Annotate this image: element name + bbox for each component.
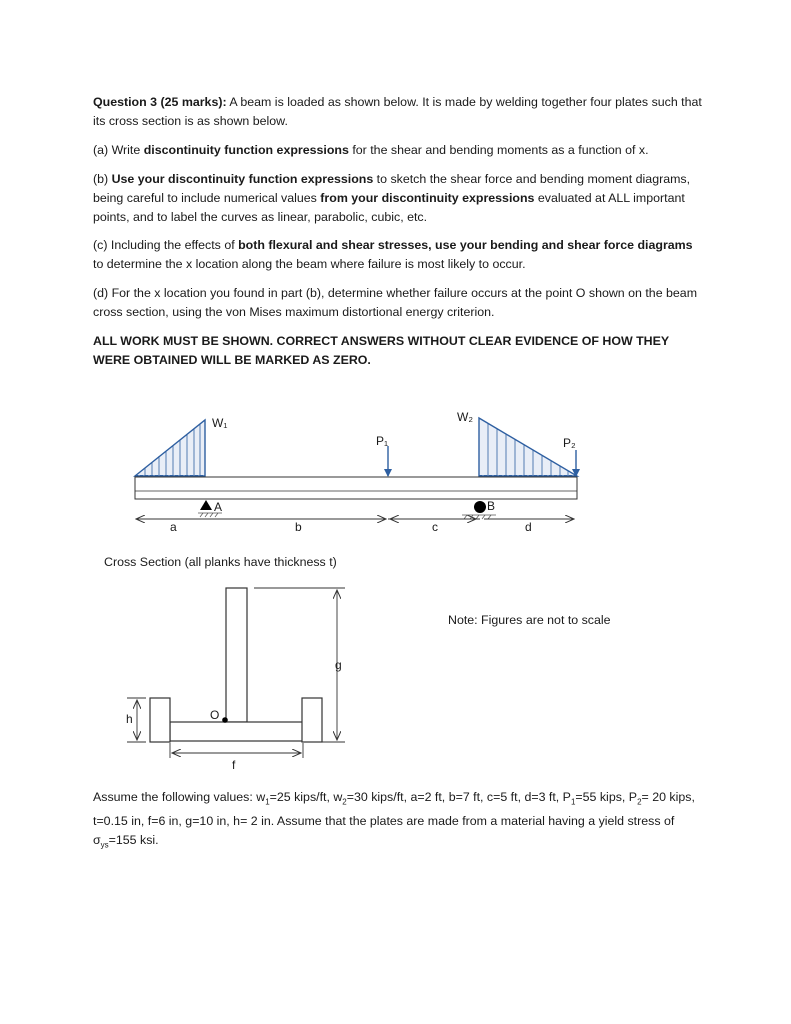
cross-section-shape [150, 588, 322, 742]
cross-section-diagram [0, 580, 791, 780]
question-heading: Question 3 (25 marks): [93, 95, 227, 109]
note-text: Note: Figures are not to scale [448, 613, 611, 627]
beam [135, 477, 577, 499]
part-b: (b) Use your discontinuity function expressions to sketch the shear force and bending moment diagrams, being careful to include numerical values from your discontinuity expressions evaluated at ALL important points, and to label the curves as linear, parabolic, cubic, etc. [93, 172, 691, 224]
support-b-label: B [487, 499, 496, 513]
point-o [222, 717, 228, 723]
cross-section-caption: Cross Section (all planks have thickness t) [104, 555, 337, 569]
support-a-label: A [214, 500, 223, 514]
w2-label: W₂ [457, 410, 473, 424]
p2-label: P₂ [563, 436, 576, 450]
warning-text: ALL WORK MUST BE SHOWN. CORRECT ANSWERS WITHOUT CLEAR EVIDENCE OF HOW THEY WERE OBTAINED WILL BE MARKED AS ZERO. [93, 334, 669, 367]
point-o-label: O [210, 708, 220, 722]
part-c: (c) Including the effects of both flexural and shear stresses, use your bending and shear force diagrams to determine the x location along the beam where failure is most likely to occur. [93, 238, 693, 271]
dim-b-label: b [295, 520, 302, 534]
dim-d-label: d [525, 520, 532, 534]
dim-h-label: h [126, 712, 133, 726]
question-intro: Question 3 (25 marks): A beam is loaded as shown below. It is made by welding together four plates such that its cross section is as shown below. [93, 95, 702, 128]
w1-distributed-load [135, 420, 205, 476]
p1-label: P₁ [376, 434, 389, 448]
dim-c-label: c [432, 520, 438, 534]
dim-f-label: f [232, 758, 236, 772]
beam-diagram [0, 400, 791, 540]
part-a: (a) Write discontinuity function expressions for the shear and bending moments as a function of x. [93, 143, 649, 157]
dim-a-label: a [170, 520, 177, 534]
dim-g-label: g [335, 658, 342, 672]
assumptions-text: Assume the following values: $w_1=25$ kips/ft, $w_2=30$ kips/ft, a=2 ft, b=7 ft, c=5 ft, d=3 ft, $P_1=55$ kips, $P_2= 20$ kips, t=0.15 in, f=6 in, g=10 in, h= 2 in. Assume that the plates are made from a material having a yield stress of $\sigma_{ys}=155$ ksi. [93, 790, 695, 850]
part-d: (d) For the x location you found in part (b), determine whether failure occurs at the point O shown on the beam cross section, using the von Mises maximum distortional energy criterion. [93, 286, 698, 319]
w1-label: W₁ [212, 416, 228, 430]
